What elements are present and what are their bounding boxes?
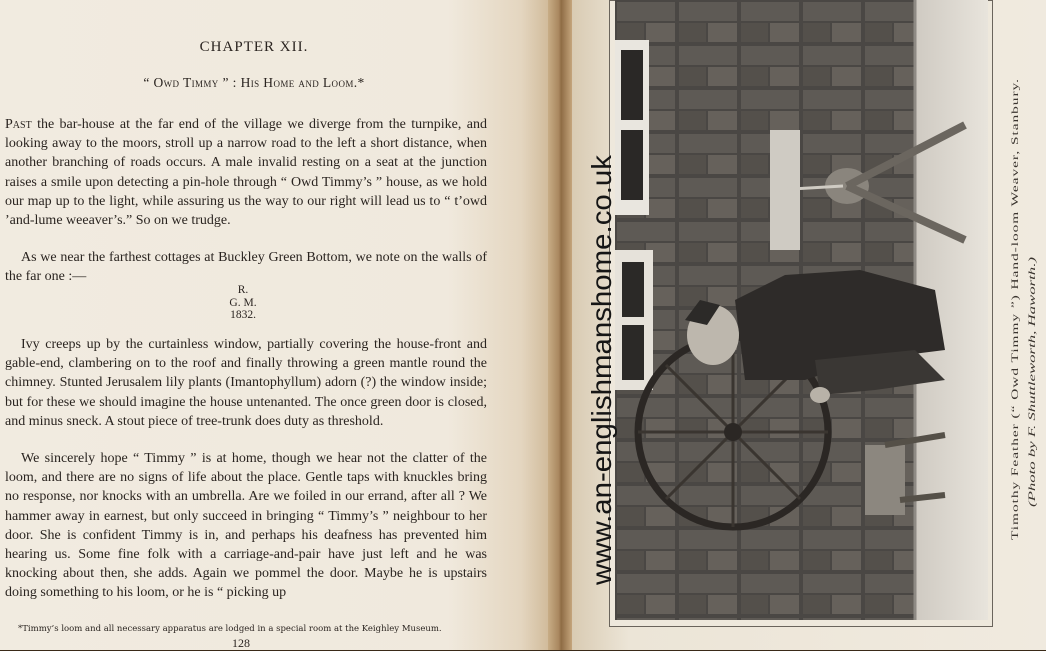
paragraph-3 bbox=[5, 335, 487, 431]
chapter-subtitle bbox=[0, 75, 508, 91]
inscription-line-2: G. M. bbox=[229, 296, 257, 309]
caption-line-2: (Photo by F. Shuttleworth, Haworth.) bbox=[1027, 372, 1037, 507]
para1-first-word: Past bbox=[5, 117, 32, 132]
caption-line-1: Timothy Feather (“ Owd Timmy ”) Hand-loom Weaver, Stanbury. bbox=[1011, 254, 1021, 540]
para4-text: We sincerely hope “ Timmy ” is at home, though we hear not the clatter of the loom, and there are no signs of life about the place. Gentle taps with knuckles bring no response, nor knocks with an umbrella. Are we foiled in our errand, after all ? We hammer away in earnest, but only succeed in bringing “ Timmy’s ” neighbour to her door. She is confident Timmy is in, and perhaps his deafness has prevented him hearing us. Some fine folk with a carriage-and-pair have just left and he was knocking about then, she adds. Again we pommel the door. Maybe he is upstairs doing something to his loom, or he is “ picking up bbox=[5, 451, 487, 601]
spinning-wheel-photo bbox=[615, 0, 988, 620]
paragraph-4 bbox=[5, 449, 487, 603]
watermark bbox=[580, 140, 624, 590]
paragraph-1 bbox=[5, 115, 487, 230]
para1-text: the bar-house at the far end of the village we diverge from the turnpike, and looking away to the moors, stroll up a narrow road to the left a short distance, when another branching of roads occurs. A male invalid resting on a seat at the junction raises a smile upon detecting a pin-hole through “ Owd Timmy’s ” house, as we hold our map up to the light, while assuring us the way to our right will lead us to “ t’owd ’and-lume weeaver’s.” So on we trudge. bbox=[5, 117, 487, 229]
page-number: 128 bbox=[232, 636, 250, 650]
subtitle-text: “ Owd Timmy ” : His Home and Loom.* bbox=[143, 75, 365, 90]
inscription-line-3: 1832. bbox=[230, 309, 256, 321]
paragraph-2 bbox=[5, 248, 487, 286]
para2-text: As we near the farthest cottages at Buckley Green Bottom, we note on the walls of the far one :— bbox=[5, 250, 487, 285]
chapter-heading: CHAPTER XII. bbox=[199, 39, 309, 55]
footnote: *Timmy’s loom and all necessary apparatus are lodged in a special room at the Keighley Museum. bbox=[18, 624, 442, 634]
para3-text: Ivy creeps up by the curtainless window, partially covering the house-front and gable-end, clambering on to the roof and finally throwing a green mantle round the chimney. Stunted Jerusalem lily plants (Imantophyllum) adorn (?) the window inside; but for these we should imagine the house untenanted. The once green door is closed, and minus sneck. A stout piece of tree-trunk does duty as threshold. bbox=[5, 337, 487, 429]
wall-inscription bbox=[0, 284, 486, 322]
inscription-line-1: R. bbox=[237, 284, 249, 296]
book-gutter bbox=[548, 0, 572, 650]
photo-caption bbox=[1004, 75, 1044, 540]
watermark-text: www.an-englishmanshome.co.uk bbox=[586, 175, 617, 585]
